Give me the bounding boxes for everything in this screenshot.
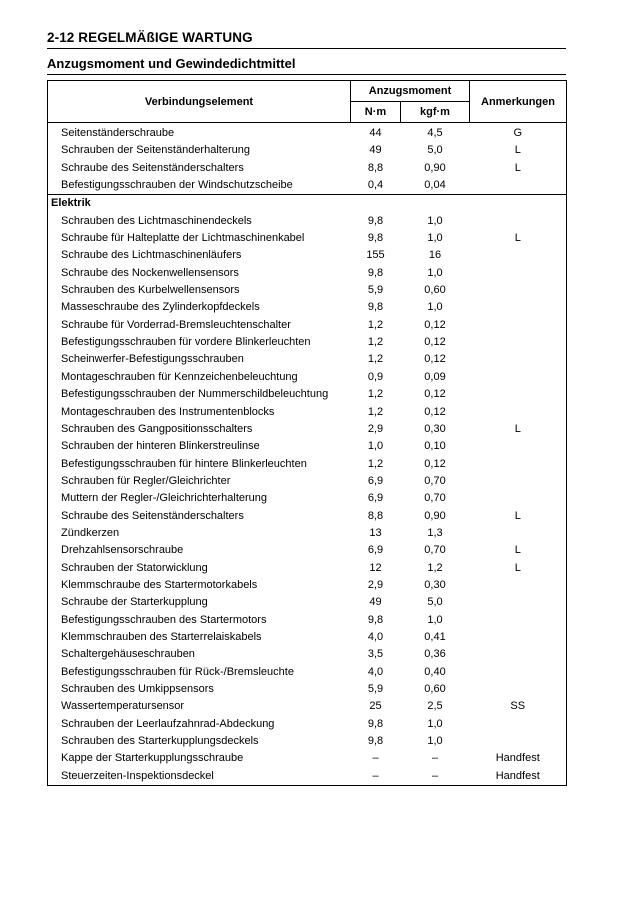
table-row bbox=[48, 142, 567, 159]
cell-nm: 6,9 bbox=[367, 544, 384, 557]
cell-nm: 49 bbox=[369, 596, 382, 609]
table-row bbox=[48, 542, 567, 559]
cell-note bbox=[470, 681, 567, 698]
cell-element: Schraube des Seitenständerschalters bbox=[61, 161, 244, 174]
cell-note: Handfest bbox=[495, 752, 540, 765]
cell-nm: 1,2 bbox=[367, 388, 384, 401]
cell-nm: – bbox=[372, 752, 379, 765]
cell-element: Montageschrauben des Instrumentenblocks bbox=[61, 405, 275, 418]
cell-nm: 6,9 bbox=[367, 474, 384, 487]
cell-note bbox=[470, 213, 567, 230]
cell-kgfm: 5,0 bbox=[427, 596, 443, 609]
cell-kgfm: 1,0 bbox=[427, 301, 443, 314]
table-row bbox=[48, 577, 567, 594]
cell-kgfm: 0,12 bbox=[424, 388, 446, 401]
table-row bbox=[48, 629, 567, 646]
table-row bbox=[48, 508, 567, 525]
table-row bbox=[48, 351, 567, 368]
cell-element: Montageschrauben für Kennzeichenbeleuchtung bbox=[61, 370, 298, 383]
cell-element: Schraube des Lichtmaschinenläufers bbox=[61, 249, 242, 262]
cell-note: L bbox=[514, 144, 521, 157]
header-torque: Anzugsmoment bbox=[351, 81, 470, 102]
cell-kgfm: 0,09 bbox=[424, 370, 446, 383]
cell-note bbox=[470, 594, 567, 611]
header-nm: N·m bbox=[351, 102, 401, 123]
cell-nm: 8,8 bbox=[367, 161, 384, 174]
table-row bbox=[48, 299, 567, 316]
cell-kgfm: 0,41 bbox=[424, 630, 446, 643]
cell-element: Schraube der Starterkupplung bbox=[61, 596, 208, 609]
table-row bbox=[48, 123, 567, 143]
table-header bbox=[48, 81, 567, 123]
cell-note bbox=[470, 334, 567, 351]
cell-nm: 1,2 bbox=[367, 353, 384, 366]
cell-element: Schraube des Nockenwellensensors bbox=[61, 266, 239, 279]
cell-nm: 9,8 bbox=[367, 301, 384, 314]
cell-element: Befestigungsschrauben der Nummerschildbeleuchtung bbox=[61, 388, 329, 401]
section-row bbox=[48, 195, 567, 213]
cell-kgfm: 1,0 bbox=[427, 214, 443, 227]
table-row bbox=[48, 473, 567, 490]
table-row bbox=[48, 646, 567, 663]
cell-element: Scheinwerfer-Befestigungsschrauben bbox=[61, 353, 244, 366]
cell-kgfm: – bbox=[431, 752, 439, 765]
cell-note bbox=[470, 247, 567, 264]
cell-nm: 0,4 bbox=[367, 179, 384, 192]
cell-nm: 9,8 bbox=[367, 613, 384, 626]
cell-nm: 9,8 bbox=[367, 232, 384, 245]
cell-element: Befestigungsschrauben für Rück-/Bremsleuchte bbox=[61, 665, 294, 678]
cell-kgfm: 0,90 bbox=[424, 161, 446, 174]
table-row bbox=[48, 369, 567, 386]
cell-note bbox=[470, 386, 567, 403]
cell-kgfm: 1,2 bbox=[427, 561, 443, 574]
cell-note bbox=[470, 525, 567, 542]
cell-element: Masseschraube des Zylinderkopfdeckels bbox=[61, 301, 260, 314]
cell-element: Seitenständerschraube bbox=[61, 127, 175, 139]
cell-element: Schraube des Seitenständerschalters bbox=[61, 509, 244, 522]
table-row bbox=[48, 733, 567, 750]
table-row bbox=[48, 456, 567, 473]
table-row bbox=[48, 594, 567, 611]
cell-nm: 1,2 bbox=[367, 318, 384, 331]
cell-element: Schrauben des Gangpositionsschalters bbox=[61, 422, 253, 435]
cell-element: Schrauben des Kurbelwellensensors bbox=[61, 284, 240, 297]
table-row bbox=[48, 230, 567, 247]
table-row bbox=[48, 716, 567, 733]
cell-element: Schrauben für Regler/Gleichrichter bbox=[61, 474, 231, 487]
page-header: 2-12 REGELMÄßIGE WARTUNG bbox=[47, 30, 566, 49]
cell-element: Klemmschrauben des Starterrelaiskabels bbox=[61, 630, 262, 643]
cell-element: Schrauben des Starterkupplungsdeckels bbox=[61, 735, 259, 748]
table-row bbox=[48, 681, 567, 698]
cell-kgfm: 16 bbox=[428, 249, 442, 262]
cell-element: Schraube für Halteplatte der Lichtmaschinenkabel bbox=[61, 232, 305, 245]
section-label-electrics: Elektrik bbox=[51, 197, 91, 210]
cell-element: Klemmschraube des Startermotorkabels bbox=[61, 578, 258, 591]
table-row bbox=[48, 317, 567, 334]
cell-nm: 25 bbox=[369, 700, 382, 713]
table-row bbox=[48, 213, 567, 230]
cell-kgfm: 1,3 bbox=[427, 526, 443, 539]
cell-nm: 8,8 bbox=[367, 509, 384, 522]
cell-note bbox=[470, 629, 567, 646]
cell-kgfm: 1,0 bbox=[427, 613, 443, 626]
table-group-general bbox=[48, 123, 567, 195]
cell-note bbox=[470, 577, 567, 594]
table-row bbox=[48, 490, 567, 507]
cell-note: SS bbox=[510, 700, 526, 713]
cell-kgfm: 0,70 bbox=[424, 492, 446, 505]
table-row bbox=[48, 265, 567, 282]
cell-kgfm: 0,70 bbox=[424, 474, 446, 487]
cell-element: Befestigungsschrauben des Startermotors bbox=[61, 613, 267, 626]
cell-note bbox=[470, 490, 567, 507]
cell-note bbox=[470, 177, 567, 195]
cell-nm: 6,9 bbox=[367, 492, 384, 505]
cell-element: Befestigungsschrauben der Windschutzscheibe bbox=[61, 179, 293, 192]
cell-nm: 155 bbox=[366, 249, 385, 262]
cell-note bbox=[470, 716, 567, 733]
table-row bbox=[48, 664, 567, 681]
cell-note bbox=[470, 351, 567, 368]
cell-nm: 9,8 bbox=[367, 735, 384, 748]
cell-nm: 5,9 bbox=[367, 683, 384, 695]
table-row bbox=[48, 177, 567, 195]
cell-kgfm: – bbox=[431, 769, 439, 782]
cell-note bbox=[470, 612, 567, 629]
cell-kgfm: 1,0 bbox=[427, 232, 443, 245]
table-row bbox=[48, 560, 567, 577]
table-row bbox=[48, 160, 567, 177]
cell-nm: 1,2 bbox=[367, 405, 384, 418]
cell-nm: 5,9 bbox=[367, 284, 384, 297]
cell-kgfm: 0,30 bbox=[424, 422, 446, 435]
cell-kgfm: 0,12 bbox=[424, 457, 446, 470]
cell-kgfm: 0,60 bbox=[424, 284, 446, 297]
cell-note bbox=[470, 317, 567, 334]
table-row bbox=[48, 334, 567, 351]
cell-kgfm: 2,5 bbox=[427, 700, 443, 713]
cell-kgfm: 0,30 bbox=[424, 578, 446, 591]
cell-kgfm: 0,70 bbox=[424, 544, 446, 557]
section-title: Anzugsmoment und Gewindedichtmittel bbox=[47, 56, 566, 75]
table-row bbox=[48, 768, 567, 786]
cell-nm: – bbox=[372, 769, 379, 782]
table-row bbox=[48, 750, 567, 767]
cell-kgfm: 0,60 bbox=[424, 683, 446, 695]
cell-kgfm: 5,0 bbox=[427, 144, 443, 157]
cell-note bbox=[470, 369, 567, 386]
cell-nm: 9,8 bbox=[367, 717, 384, 730]
cell-kgfm: 1,0 bbox=[427, 266, 443, 279]
cell-kgfm: 0,12 bbox=[424, 353, 446, 366]
cell-nm: 3,5 bbox=[367, 648, 384, 661]
cell-nm: 1,2 bbox=[367, 457, 384, 470]
table-row bbox=[48, 438, 567, 455]
cell-nm: 9,8 bbox=[367, 214, 384, 227]
table-row bbox=[48, 698, 567, 715]
cell-note: Handfest bbox=[495, 769, 540, 782]
table-row bbox=[48, 612, 567, 629]
cell-note bbox=[470, 265, 567, 282]
header-kgfm: kgf·m bbox=[401, 102, 470, 123]
cell-note: L bbox=[514, 509, 521, 522]
cell-kgfm: 0,12 bbox=[424, 405, 446, 418]
cell-kgfm: 4,5 bbox=[427, 127, 443, 139]
table-row bbox=[48, 282, 567, 299]
cell-note bbox=[470, 733, 567, 750]
cell-nm: 1,0 bbox=[367, 440, 384, 453]
cell-kgfm: 0,40 bbox=[424, 665, 446, 678]
cell-nm: 4,0 bbox=[367, 665, 384, 678]
cell-element: Schaltergehäuseschrauben bbox=[61, 648, 195, 661]
cell-nm: 1,2 bbox=[367, 336, 384, 349]
cell-element: Zündkerzen bbox=[61, 526, 120, 539]
cell-element: Muttern der Regler-/Gleichrichterhalterung bbox=[61, 492, 268, 505]
cell-element: Schrauben der Seitenständerhalterung bbox=[61, 144, 250, 157]
cell-note: L bbox=[514, 422, 521, 435]
cell-nm: 49 bbox=[369, 144, 382, 157]
header-element: Verbindungselement bbox=[48, 81, 351, 123]
cell-kgfm: 0,12 bbox=[424, 336, 446, 349]
cell-nm: 2,9 bbox=[367, 578, 384, 591]
cell-element: Schrauben der Statorwicklung bbox=[61, 561, 208, 574]
cell-element: Drehzahlsensorschraube bbox=[61, 544, 184, 557]
table-row bbox=[48, 386, 567, 403]
cell-note bbox=[470, 282, 567, 299]
cell-element: Schrauben des Lichtmaschinendeckels bbox=[61, 214, 252, 227]
cell-nm: 0,9 bbox=[367, 370, 384, 383]
table-row bbox=[48, 525, 567, 542]
cell-note bbox=[470, 404, 567, 421]
cell-note: L bbox=[514, 232, 521, 245]
cell-kgfm: 0,04 bbox=[424, 179, 446, 192]
table-row bbox=[48, 421, 567, 438]
cell-element: Schrauben der hinteren Blinkerstreulinse bbox=[61, 440, 260, 453]
cell-note: L bbox=[514, 561, 521, 574]
cell-note: L bbox=[514, 544, 521, 557]
cell-nm: 12 bbox=[369, 561, 382, 574]
cell-kgfm: 1,0 bbox=[427, 735, 443, 748]
cell-kgfm: 0,10 bbox=[424, 440, 446, 453]
cell-element: Befestigungsschrauben für vordere Blinkerleuchten bbox=[61, 336, 311, 349]
cell-kgfm: 1,0 bbox=[427, 717, 443, 730]
cell-nm: 2,9 bbox=[367, 422, 384, 435]
cell-note bbox=[470, 646, 567, 663]
cell-nm: 44 bbox=[369, 127, 382, 139]
torque-table bbox=[47, 80, 567, 786]
table-row bbox=[48, 247, 567, 264]
cell-note bbox=[470, 299, 567, 316]
cell-nm: 13 bbox=[369, 526, 382, 539]
cell-element: Kappe der Starterkupplungsschraube bbox=[61, 752, 244, 765]
cell-note bbox=[470, 456, 567, 473]
cell-note: L bbox=[514, 161, 521, 174]
cell-element: Steuerzeiten-Inspektionsdeckel bbox=[61, 769, 214, 782]
cell-element: Schrauben der Leerlaufzahnrad-Abdeckung bbox=[61, 717, 275, 730]
cell-note bbox=[470, 473, 567, 490]
cell-element: Schraube für Vorderrad-Bremsleuchtenschalter bbox=[61, 318, 291, 331]
cell-note bbox=[470, 438, 567, 455]
cell-nm: 9,8 bbox=[367, 266, 384, 279]
cell-kgfm: 0,90 bbox=[424, 509, 446, 522]
cell-nm: 4,0 bbox=[367, 630, 384, 643]
cell-element: Schrauben des Umkippsensors bbox=[61, 683, 214, 695]
cell-note bbox=[470, 664, 567, 681]
cell-element: Wassertemperatursensor bbox=[61, 700, 185, 713]
cell-kgfm: 0,12 bbox=[424, 318, 446, 331]
table-group-electrics bbox=[48, 195, 567, 786]
cell-note: G bbox=[513, 127, 523, 139]
cell-kgfm: 0,36 bbox=[424, 648, 446, 661]
header-notes: Anmerkungen bbox=[470, 81, 567, 123]
cell-element: Befestigungsschrauben für hintere Blinkerleuchten bbox=[61, 457, 307, 470]
table-row bbox=[48, 404, 567, 421]
